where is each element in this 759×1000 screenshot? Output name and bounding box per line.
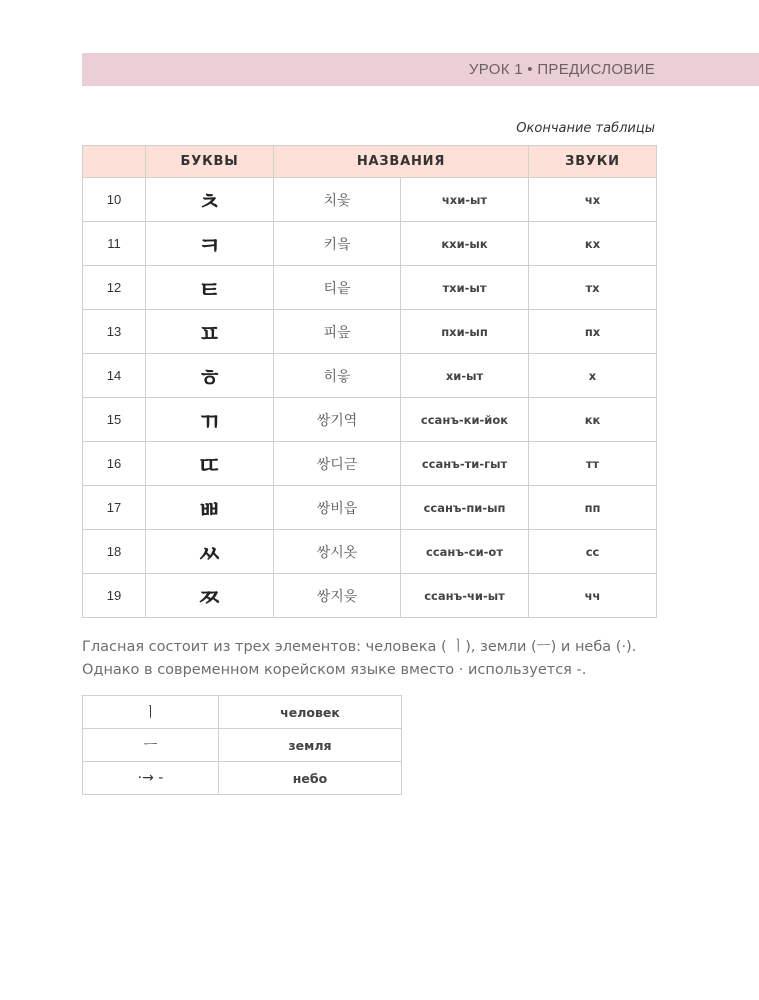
table-row — [83, 178, 657, 222]
row-number: 10 — [83, 178, 146, 222]
hangul-letter: ㅋ — [146, 222, 274, 266]
russian-name: ссанъ-си-от — [401, 530, 529, 574]
sound: чч — [529, 574, 657, 618]
russian-name: ссанъ-ки-йок — [401, 398, 529, 442]
row-number: 18 — [83, 530, 146, 574]
korean-name: 피읖 — [274, 310, 401, 354]
table-row — [83, 530, 657, 574]
hangul-letter: ㄸ — [146, 442, 274, 486]
hangul-letter: ㄲ — [146, 398, 274, 442]
row-number: 19 — [83, 574, 146, 618]
hangul-letter: ㅎ — [146, 354, 274, 398]
hangul-letter: ㅆ — [146, 530, 274, 574]
table-header-row — [83, 146, 657, 178]
hangul-letter: ㅃ — [146, 486, 274, 530]
element-symbol: ·→ - — [83, 762, 219, 795]
table-row — [83, 398, 657, 442]
header-sounds: ЗВУКИ — [529, 146, 657, 178]
row-number: 17 — [83, 486, 146, 530]
hangul-letter: ㅊ — [146, 178, 274, 222]
table-row — [83, 266, 657, 310]
korean-name: 쌍비읍 — [274, 486, 401, 530]
russian-name: тхи-ыт — [401, 266, 529, 310]
sound: тх — [529, 266, 657, 310]
sound: пп — [529, 486, 657, 530]
sound: тт — [529, 442, 657, 486]
element-meaning: земля — [219, 729, 402, 762]
sound: чх — [529, 178, 657, 222]
element-meaning: человек — [219, 696, 402, 729]
row-number: 11 — [83, 222, 146, 266]
table-row — [83, 354, 657, 398]
korean-name: 티읕 — [274, 266, 401, 310]
korean-name: 쌍기역 — [274, 398, 401, 442]
row-number: 12 — [83, 266, 146, 310]
table-row — [83, 310, 657, 354]
paragraph-line-1: Гласная состоит из трех элементов: человека ( ㅣ), земли (ㅡ) и неба (·). — [82, 639, 637, 655]
element-symbol: ㅡ — [83, 729, 219, 762]
russian-name: пхи-ып — [401, 310, 529, 354]
consonant-table — [82, 145, 657, 618]
korean-name: 치읓 — [274, 178, 401, 222]
table-caption: Окончание таблицы — [516, 121, 655, 136]
paragraph-line-2: Однако в современном корейском языке вместо · используется -. — [82, 662, 587, 678]
russian-name: ссанъ-ти-гыт — [401, 442, 529, 486]
table-row — [83, 729, 402, 762]
korean-name: 히읗 — [274, 354, 401, 398]
header-num — [83, 146, 146, 178]
hangul-letter: ㅍ — [146, 310, 274, 354]
hangul-letter: ㅉ — [146, 574, 274, 618]
sound: сс — [529, 530, 657, 574]
russian-name: кхи-ык — [401, 222, 529, 266]
row-number: 15 — [83, 398, 146, 442]
korean-name: 쌍디귿 — [274, 442, 401, 486]
korean-name: 쌍시옷 — [274, 530, 401, 574]
vowel-elements-table — [82, 695, 402, 795]
table-row — [83, 762, 402, 795]
hangul-letter: ㅌ — [146, 266, 274, 310]
sound: пх — [529, 310, 657, 354]
row-number: 13 — [83, 310, 146, 354]
row-number: 16 — [83, 442, 146, 486]
lesson-header-band — [82, 53, 759, 86]
table-row — [83, 442, 657, 486]
sound: х — [529, 354, 657, 398]
vowel-explanation-paragraph — [82, 636, 682, 682]
header-names: НАЗВАНИЯ — [274, 146, 529, 178]
russian-name: хи-ыт — [401, 354, 529, 398]
korean-name: 키읔 — [274, 222, 401, 266]
table-row — [83, 486, 657, 530]
table-row — [83, 574, 657, 618]
korean-name: 쌍지읒 — [274, 574, 401, 618]
lesson-header-title: УРОК 1 • ПРЕДИСЛОВИЕ — [468, 61, 655, 78]
sound: кк — [529, 398, 657, 442]
element-meaning: небо — [219, 762, 402, 795]
element-symbol: ㅣ — [83, 696, 219, 729]
table-row — [83, 696, 402, 729]
row-number: 14 — [83, 354, 146, 398]
sound: кх — [529, 222, 657, 266]
russian-name: ссанъ-чи-ыт — [401, 574, 529, 618]
table-row — [83, 222, 657, 266]
russian-name: чхи-ыт — [401, 178, 529, 222]
header-letters: БУКВЫ — [146, 146, 274, 178]
russian-name: ссанъ-пи-ып — [401, 486, 529, 530]
